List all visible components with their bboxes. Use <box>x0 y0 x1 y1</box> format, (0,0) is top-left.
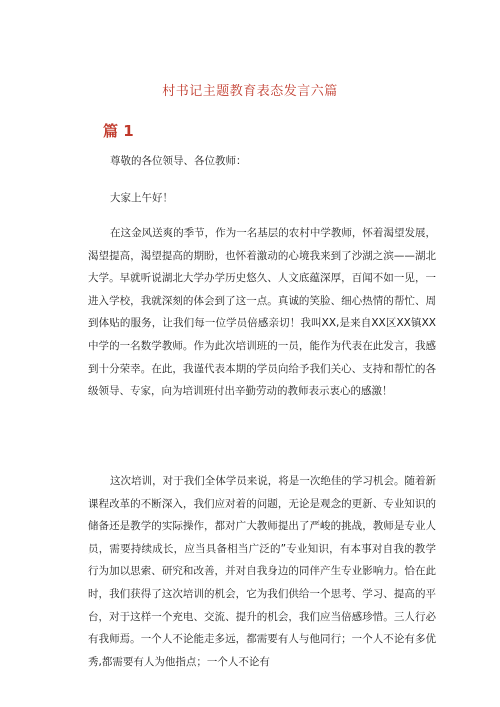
paragraph-greeting: 大家上午好！ <box>110 192 174 204</box>
paragraph-salutation: 尊敬的各位领导、各位教师： <box>110 155 247 167</box>
paragraph-body: 这次培训，对于我们全体学员来说，将是一次绝佳的学习机会。随着新课程改革的不断深入，我们应对着的问题，无论是观念的更新、专业知识的储备还是教学的实际操作，都对广大教师提出了严峻的挑战，教师是专业人员，需要持续成长，应当具备相当广泛的”专业知识，有本事对自我的教学行为加以思索、研究和改善，并对自我身边的同伴产生专业影响力。恰在此时，我们获得了这次培训的机会，它为我们供给一个思考、学习、提高的平台，对于这样一个充电、交流、提升的机会，我们应当倍感珍惜。三人行必有我师焉。一个人不论能走多远，都需要有人与他同行；一个人不论有多优秀,都需要有人为他指点；一个人不论有 <box>88 475 436 668</box>
section-heading: 篇 1 <box>103 122 134 140</box>
document-title: 村书记主题教育表态发言六篇 <box>162 84 338 99</box>
paragraph-body: 在这金风送爽的季节，作为一名基层的农村中学教师，怀着渴望发展，渴望提高，渴望提高的期盼，也怀着激动的心境我来到了沙湖之滨——湖北大学。早就听说湖北大学办学历史悠久、人文底蕴深厚，百闻不如一见，一进入学校，我就深刻的体会到了这一点。真诚的笑脸、细心热情的帮忙、周到体贴的服务，让我们每一位学员倍感亲切！我叫XX,是来自XX区XX镇XX中学的一名数学教师。作为此次培训班的一员，能作为代表在此发言，我感到十分荣幸。在此，我谨代表本期的学员向给予我们关心、支持和帮忙的各级领导、专家，向为培训班付出辛勤劳动的教师表示衷心的感激！ <box>88 227 436 398</box>
